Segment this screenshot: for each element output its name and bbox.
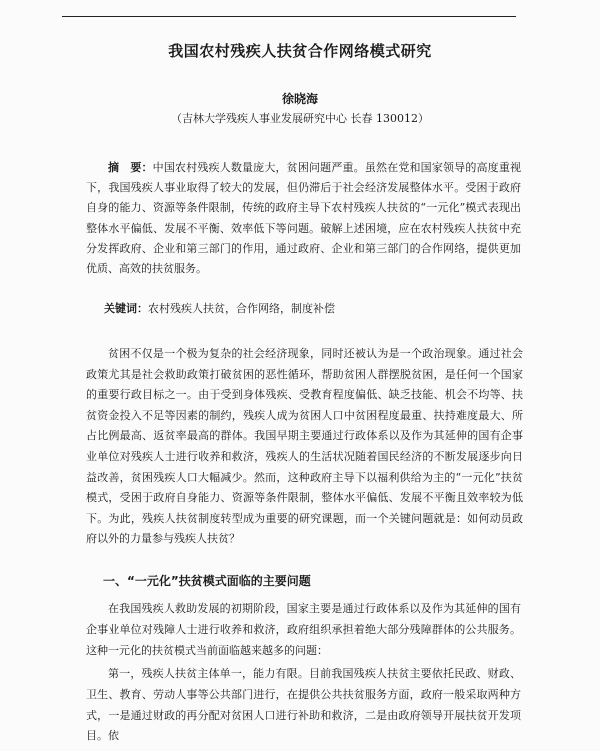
intro-paragraph: 贫困不仅是一个极为复杂的社会经济现象，同时还被认为是一个政治现象。通过社会政策尤其是社会救助政策打破贫困的恶性循环，帮助贫困人群摆脱贫困，是任何一个国家的重要行政目标之一。由于受到身体残疾、受教育程度偏低、缺乏技能、机会不均等、扶贫资金投入不足等因素的制约，残疾人成为贫困人口中贫困程度最重、扶持难度最大、所占比例最高、返贫率最高的群体。我国早期主要通过行政体系以及作为其延伸的国有企事业单位对残疾人士进行收养和救济，残疾人的生活状况随着国民经济的不断发展逐步向日益改善，贫困残疾人口大幅减少。然而，这种政府主导下以福利供给为主的“一元化”扶贫模式，受困于政府自身能力、资源等条件限制，整体水平偏低、发展不平衡且效率较为低下。为此，残疾人扶贫制度转型成为重要的研究课题，而一个关键问题就是：如何动员政府以外的力量参与残疾人扶贫？ — [86, 347, 523, 546]
keywords — [104, 299, 521, 319]
keywords-label: 关键词： — [104, 302, 148, 315]
keywords-text: 农村残疾人扶贫，合作网络，制度补偿 — [148, 302, 335, 315]
abstract-label: 摘 要： — [108, 161, 153, 174]
abstract — [86, 158, 521, 279]
paper-title: 我国农村残疾人扶贫合作网络模式研究 — [168, 42, 432, 60]
section-paragraph-2: 第一，残疾人扶贫主体单一，能力有限。目前我国残疾人扶贫主要依托民政、财政、卫生、教育、劳动人事等公共部门进行，在提供公共扶贫服务方面，政府一般采取两种方式，一是通过财政的再分配对贫困人口进行补助和救济，二是由政府领导开展扶贫开发项目。依 — [86, 667, 521, 743]
section-heading: 一、“一元化”扶贫模式面临的主要问题 — [103, 574, 311, 588]
top-rule — [62, 16, 516, 17]
author-name: 徐晓海 — [281, 92, 318, 106]
author-affiliation: （吉林大学残疾人事业发展研究中心 长春 130012） — [171, 112, 429, 125]
section-paragraph-1: 在我国残疾人救助发展的初期阶段，国家主要是通过行政体系以及作为其延伸的国有企事业单位对残障人士进行收养和救济，政府组织承担着绝大部分残障群体的公共服务。这种一元化的扶贫模式当前面临越来越多的问题： — [86, 602, 521, 657]
abstract-text: 中国农村残疾人数量庞大，贫困问题严重。虽然在党和国家领导的高度重视下，我国残疾人事业取得了较大的发展，但仍滞后于社会经济发展整体水平。受困于政府自身的能力、资源等条件限制，传统的政府主导下农村残疾人扶贫的“一元化”模式表现出整体水平偏低、发展不平衡、效率低下等问题。破解上述困境，应在农村残疾人扶贫中充分发挥政府、企业和第三部门的作用，通过政府、企业和第三部门的合作网络，提供更加优质、高效的扶贫服务。 — [86, 161, 522, 276]
